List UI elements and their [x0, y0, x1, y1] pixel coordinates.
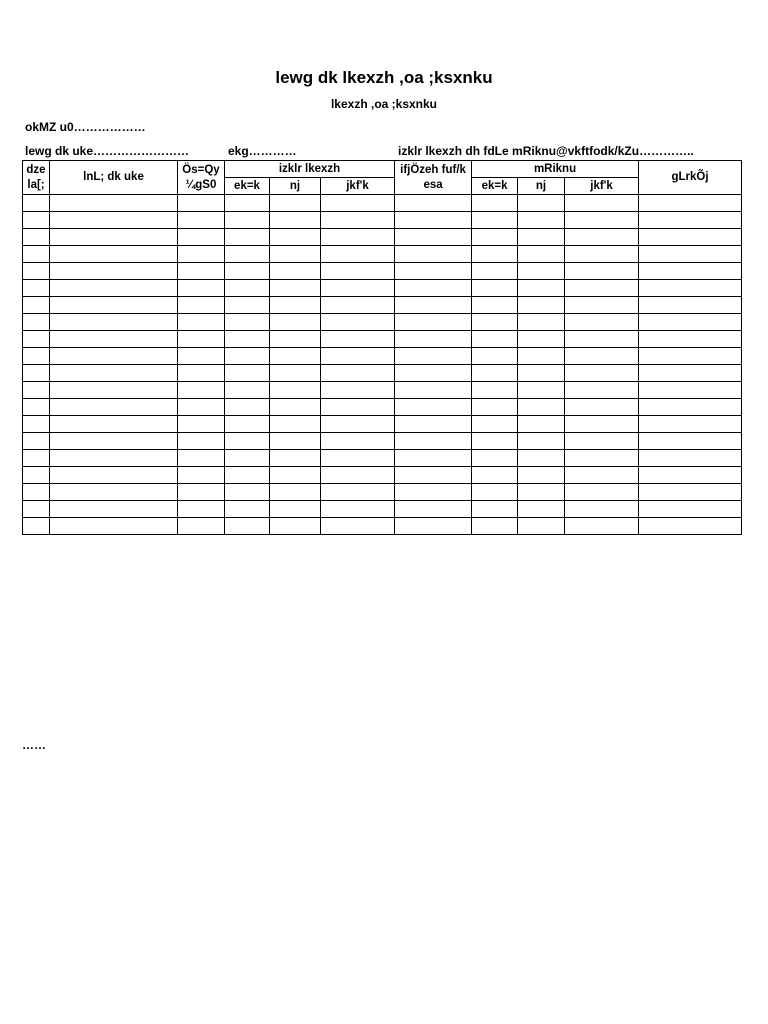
- table-cell: [472, 433, 518, 450]
- table-cell: [395, 382, 472, 399]
- table-cell: [50, 399, 178, 416]
- table-cell: [472, 382, 518, 399]
- table-cell: [472, 212, 518, 229]
- table-cell: [270, 450, 321, 467]
- table-cell: [518, 450, 565, 467]
- table-cell: [23, 484, 50, 501]
- table-cell: [518, 382, 565, 399]
- table-cell: [639, 399, 742, 416]
- material-type-field: izklr lkexzh dh fdLe mRiknu@vkftfodk/kZu…………..: [398, 144, 694, 158]
- table-cell: [472, 467, 518, 484]
- header-production-amount: jkf'k: [565, 178, 639, 195]
- table-cell: [472, 246, 518, 263]
- table-cell: [50, 263, 178, 280]
- table-row: [23, 399, 742, 416]
- table-cell: [23, 246, 50, 263]
- table-cell: [518, 433, 565, 450]
- table-cell: [23, 467, 50, 484]
- table-cell: [639, 382, 742, 399]
- table-cell: [23, 433, 50, 450]
- table-cell: [321, 246, 395, 263]
- table-cell: [639, 518, 742, 535]
- table-cell: [518, 212, 565, 229]
- table-cell: [50, 365, 178, 382]
- table-cell: [50, 229, 178, 246]
- table-row: [23, 518, 742, 535]
- table-cell: [565, 382, 639, 399]
- table-cell: [518, 195, 565, 212]
- table-cell: [225, 280, 270, 297]
- table-cell: [565, 280, 639, 297]
- table-cell: [270, 331, 321, 348]
- table-cell: [565, 484, 639, 501]
- table-cell: [565, 263, 639, 280]
- table-cell: [565, 314, 639, 331]
- table-cell: [472, 314, 518, 331]
- table-cell: [565, 501, 639, 518]
- table-cell: [395, 263, 472, 280]
- table-cell: [178, 501, 225, 518]
- table-cell: [395, 484, 472, 501]
- table-cell: [178, 382, 225, 399]
- table-cell: [518, 416, 565, 433]
- table-cell: [178, 484, 225, 501]
- table-cell: [321, 501, 395, 518]
- table-cell: [518, 348, 565, 365]
- table-cell: [321, 331, 395, 348]
- header-received-qty: ek=k: [225, 178, 270, 195]
- table-cell: [639, 280, 742, 297]
- header-serial: dze la[;: [23, 161, 50, 195]
- table-cell: [50, 433, 178, 450]
- table-cell: [565, 450, 639, 467]
- table-cell: [395, 518, 472, 535]
- header-received-amount: jkf'k: [321, 178, 395, 195]
- table-cell: [178, 280, 225, 297]
- table-cell: [225, 331, 270, 348]
- table-cell: [270, 195, 321, 212]
- header-production-qty: ek=k: [472, 178, 518, 195]
- table-cell: [23, 518, 50, 535]
- table-cell: [23, 399, 50, 416]
- table-cell: [50, 246, 178, 263]
- table-cell: [472, 229, 518, 246]
- table-cell: [225, 467, 270, 484]
- table-row: [23, 416, 742, 433]
- table-cell: [178, 229, 225, 246]
- table-cell: [639, 348, 742, 365]
- table-cell: [178, 212, 225, 229]
- table-cell: [639, 195, 742, 212]
- table-cell: [639, 433, 742, 450]
- table-cell: [565, 331, 639, 348]
- table-cell: [50, 280, 178, 297]
- table-cell: [178, 195, 225, 212]
- table-cell: [518, 314, 565, 331]
- table-cell: [518, 331, 565, 348]
- table-cell: [270, 280, 321, 297]
- table-cell: [270, 263, 321, 280]
- table-cell: [23, 280, 50, 297]
- table-cell: [565, 518, 639, 535]
- table-cell: [50, 297, 178, 314]
- table-cell: [270, 501, 321, 518]
- table-cell: [178, 450, 225, 467]
- header-member-name: lnL; dk uke: [50, 161, 178, 195]
- table-cell: [395, 212, 472, 229]
- table-row: [23, 433, 742, 450]
- table-cell: [321, 433, 395, 450]
- table-cell: [472, 348, 518, 365]
- table-cell: [395, 416, 472, 433]
- table-row: [23, 263, 742, 280]
- table-cell: [472, 501, 518, 518]
- table-cell: [639, 331, 742, 348]
- table-cell: [565, 399, 639, 416]
- table-cell: [639, 501, 742, 518]
- table-cell: [178, 433, 225, 450]
- table-cell: [518, 467, 565, 484]
- table-cell: [225, 212, 270, 229]
- table-cell: [395, 229, 472, 246]
- table-cell: [321, 467, 395, 484]
- table-cell: [395, 365, 472, 382]
- table-row: [23, 229, 742, 246]
- table-row: [23, 246, 742, 263]
- table-cell: [270, 229, 321, 246]
- table-cell: [225, 450, 270, 467]
- table-cell: [225, 501, 270, 518]
- header-area: Ös=Qy ¼gS0: [178, 161, 225, 195]
- table-cell: [321, 212, 395, 229]
- table-cell: [565, 246, 639, 263]
- table-cell: [321, 518, 395, 535]
- table-cell: [50, 416, 178, 433]
- table-cell: [639, 314, 742, 331]
- table-cell: [50, 382, 178, 399]
- table-cell: [565, 416, 639, 433]
- table-cell: [321, 280, 395, 297]
- table-cell: [225, 365, 270, 382]
- ward-number-field: okMZ u0………………: [25, 120, 146, 134]
- table-cell: [395, 467, 472, 484]
- table-cell: [225, 314, 270, 331]
- table-cell: [270, 484, 321, 501]
- table-cell: [270, 433, 321, 450]
- table-cell: [270, 297, 321, 314]
- table-row: [23, 212, 742, 229]
- table-cell: [565, 365, 639, 382]
- table-cell: [23, 416, 50, 433]
- table-cell: [23, 365, 50, 382]
- table-cell: [225, 518, 270, 535]
- table-cell: [270, 314, 321, 331]
- table-cell: [639, 212, 742, 229]
- table-cell: [639, 246, 742, 263]
- table-cell: [321, 450, 395, 467]
- table-row: [23, 365, 742, 382]
- table-cell: [178, 314, 225, 331]
- table-cell: [225, 246, 270, 263]
- table-cell: [225, 229, 270, 246]
- table-cell: [50, 348, 178, 365]
- table-cell: [50, 331, 178, 348]
- month-field: ekg…………: [228, 144, 297, 158]
- table-cell: [472, 450, 518, 467]
- table-cell: [23, 348, 50, 365]
- table-cell: [395, 450, 472, 467]
- table-cell: [565, 195, 639, 212]
- table-cell: [23, 212, 50, 229]
- table-cell: [395, 314, 472, 331]
- table-cell: [395, 433, 472, 450]
- header-project-progress: ifjÖzeh fuf/k esa: [395, 161, 472, 195]
- table-cell: [639, 297, 742, 314]
- table-cell: [178, 399, 225, 416]
- table-row: [23, 331, 742, 348]
- table-cell: [321, 484, 395, 501]
- header-received-material: izklr lkexzh: [225, 161, 395, 178]
- table-cell: [50, 314, 178, 331]
- table-row: [23, 195, 742, 212]
- table-cell: [395, 297, 472, 314]
- table-cell: [23, 331, 50, 348]
- table-cell: [565, 212, 639, 229]
- table-cell: [639, 484, 742, 501]
- table-cell: [50, 450, 178, 467]
- table-cell: [321, 297, 395, 314]
- table-cell: [321, 314, 395, 331]
- table-cell: [472, 416, 518, 433]
- table-cell: [639, 263, 742, 280]
- table-cell: [321, 365, 395, 382]
- table-cell: [321, 348, 395, 365]
- table-cell: [178, 263, 225, 280]
- table-cell: [178, 246, 225, 263]
- table-cell: [270, 348, 321, 365]
- header-received-rate: nj: [270, 178, 321, 195]
- table-cell: [270, 518, 321, 535]
- table-cell: [178, 365, 225, 382]
- table-cell: [270, 467, 321, 484]
- table-cell: [225, 195, 270, 212]
- table-cell: [395, 348, 472, 365]
- table-cell: [395, 331, 472, 348]
- table-cell: [639, 467, 742, 484]
- material-table: [22, 160, 742, 535]
- table-cell: [23, 195, 50, 212]
- table-cell: [178, 331, 225, 348]
- table-cell: [23, 314, 50, 331]
- table-cell: [321, 229, 395, 246]
- table-cell: [23, 382, 50, 399]
- table-cell: [565, 433, 639, 450]
- table-cell: [270, 399, 321, 416]
- table-cell: [225, 416, 270, 433]
- table-row: [23, 382, 742, 399]
- page-subtitle: lkexzh ,oa ;ksxnku: [330, 97, 438, 111]
- table-row: [23, 348, 742, 365]
- table-cell: [565, 348, 639, 365]
- table-cell: [518, 365, 565, 382]
- table-cell: [321, 195, 395, 212]
- table-cell: [50, 212, 178, 229]
- table-cell: [472, 297, 518, 314]
- table-cell: [50, 195, 178, 212]
- table-cell: [50, 484, 178, 501]
- table-cell: [472, 484, 518, 501]
- table-cell: [178, 416, 225, 433]
- table-cell: [565, 297, 639, 314]
- table-cell: [395, 399, 472, 416]
- table-cell: [518, 518, 565, 535]
- table-cell: [225, 382, 270, 399]
- table-row: [23, 297, 742, 314]
- footer-dots: ……: [22, 738, 46, 752]
- table-row: [23, 484, 742, 501]
- table-cell: [395, 280, 472, 297]
- page-title: lewg dk lkexzh ,oa ;ksxnku: [275, 68, 493, 87]
- table-cell: [472, 399, 518, 416]
- table-cell: [178, 518, 225, 535]
- header-production: mRiknu: [472, 161, 639, 178]
- table-cell: [225, 399, 270, 416]
- table-cell: [225, 348, 270, 365]
- table-cell: [472, 331, 518, 348]
- table-cell: [639, 229, 742, 246]
- table-cell: [270, 246, 321, 263]
- table-cell: [472, 518, 518, 535]
- table-row: [23, 280, 742, 297]
- table-cell: [225, 297, 270, 314]
- table-cell: [225, 433, 270, 450]
- table-row: [23, 501, 742, 518]
- table-body: [23, 195, 742, 535]
- table-cell: [518, 484, 565, 501]
- table-cell: [518, 263, 565, 280]
- table-cell: [23, 297, 50, 314]
- table-cell: [639, 365, 742, 382]
- table-cell: [472, 195, 518, 212]
- table-cell: [321, 399, 395, 416]
- table-cell: [50, 501, 178, 518]
- table-cell: [23, 263, 50, 280]
- table-cell: [565, 467, 639, 484]
- table-cell: [270, 212, 321, 229]
- table-cell: [395, 246, 472, 263]
- table-cell: [472, 365, 518, 382]
- table-cell: [270, 382, 321, 399]
- table-cell: [321, 382, 395, 399]
- table-cell: [518, 297, 565, 314]
- table-cell: [472, 280, 518, 297]
- header-production-rate: nj: [518, 178, 565, 195]
- table-cell: [321, 416, 395, 433]
- table-cell: [50, 518, 178, 535]
- table-cell: [178, 348, 225, 365]
- group-name-field: lewg dk uke……………………: [25, 144, 190, 158]
- table-cell: [270, 416, 321, 433]
- table-cell: [270, 365, 321, 382]
- table-cell: [50, 467, 178, 484]
- table-row: [23, 314, 742, 331]
- table-cell: [518, 246, 565, 263]
- table-cell: [518, 229, 565, 246]
- table-cell: [395, 195, 472, 212]
- table-cell: [225, 263, 270, 280]
- table-cell: [321, 263, 395, 280]
- table-row: [23, 450, 742, 467]
- table-cell: [472, 263, 518, 280]
- table-cell: [518, 399, 565, 416]
- table-cell: [639, 450, 742, 467]
- table-cell: [178, 467, 225, 484]
- table-cell: [395, 501, 472, 518]
- table-cell: [518, 501, 565, 518]
- table-cell: [178, 297, 225, 314]
- table-cell: [518, 280, 565, 297]
- table-cell: [23, 229, 50, 246]
- table-cell: [225, 484, 270, 501]
- table-row: [23, 467, 742, 484]
- table-cell: [23, 450, 50, 467]
- table-cell: [23, 501, 50, 518]
- header-signature: gLrkÕj: [639, 161, 742, 195]
- table-cell: [639, 416, 742, 433]
- table-cell: [565, 229, 639, 246]
